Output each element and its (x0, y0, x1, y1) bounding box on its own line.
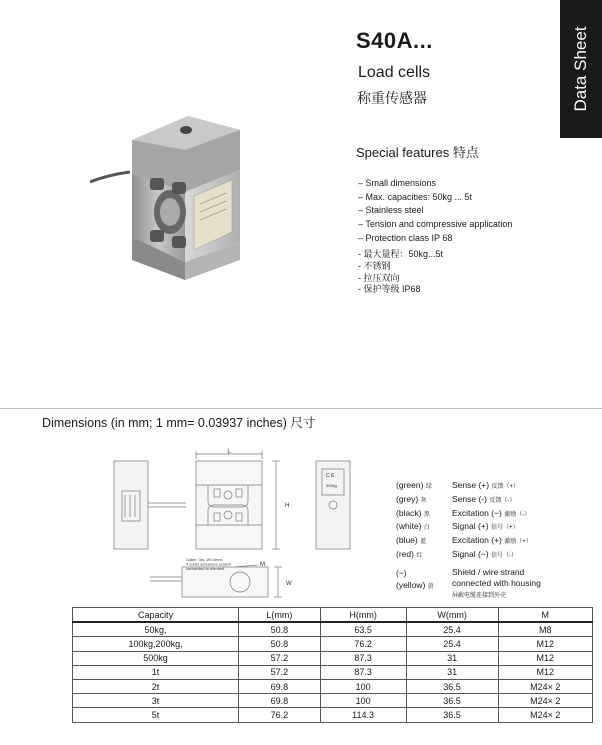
dimensions-title: Dimensions (in mm; 1 mm= 0.03937 inches) 尺寸 (42, 416, 316, 430)
feature-item: – Protection class IP 68 (358, 232, 453, 243)
feature-item: – Tension and compressive application (358, 219, 513, 230)
shield-color: (−) (yellow) 黄 (396, 567, 434, 590)
feature-item: – Max. capacities: 50kg ... 5t (358, 191, 473, 202)
shield-function: Shield / wire strand connected with housing 屏蔽电缆连接到外壳 (452, 566, 541, 599)
dim-label-w: W (286, 581, 292, 587)
table-cell: 50kg, (73, 622, 239, 637)
ce-mark: C E (326, 473, 335, 479)
col-header-h: H(mm) (320, 608, 406, 623)
table-row (73, 708, 593, 722)
data-sheet-label: Data Sheet (571, 26, 590, 112)
table-cell: 36.5 (406, 694, 498, 708)
table-row (73, 679, 593, 693)
table-cell: 100 (320, 679, 406, 693)
table-cell: M12 (498, 637, 592, 651)
table-cell: M8 (498, 622, 592, 637)
table-cell: M24× 2 (498, 708, 592, 722)
product-title: S40A... (356, 28, 433, 53)
wire-function: Excitation (+) 激励（+） (452, 535, 532, 546)
table-cell: 3t (73, 694, 239, 708)
load-cell-photo (90, 112, 260, 292)
feature-item-cn: - 不锈钢 (358, 260, 391, 271)
feature-item: – Small dimensions (358, 178, 437, 188)
col-header-l: L(mm) (239, 608, 320, 623)
dim-label-m: M (260, 562, 265, 568)
features-list-en (358, 177, 512, 246)
table-header-row (73, 608, 593, 623)
wire-function: Sense (+) 反馈（+） (452, 480, 519, 490)
col-header-w: W(mm) (406, 608, 498, 623)
wire-function: Signal (−) 信号（-） (452, 548, 517, 559)
table-cell: 63.5 (320, 622, 406, 637)
table-cell: 57.2 (239, 665, 320, 679)
product-subtitle-cn: 称重传感器 (357, 90, 427, 106)
table-cell: M12 (498, 665, 592, 679)
table-cell: 31 (406, 665, 498, 679)
table-cell: 87.3 (320, 651, 406, 665)
wire-color: (white) 白 (396, 521, 430, 532)
feature-item-cn: - 最大量程：50kg...5t (358, 249, 444, 259)
wire-color: (grey) 灰 (396, 493, 427, 504)
table-cell: M24× 2 (498, 694, 592, 708)
table-cell: 50.8 (239, 622, 320, 637)
product-subtitle-en: Load cells (358, 64, 431, 81)
wire-color: (red) 红 (396, 548, 423, 559)
features-list-cn (358, 249, 443, 296)
table-cell: 76.2 (239, 708, 320, 722)
wire-function: Sense (-) 反馈（-） (452, 493, 516, 504)
feature-item-cn: - 拉压双向 (358, 272, 400, 283)
feature-item-cn: - 保护等级 IP68 (358, 284, 421, 295)
dimension-table (72, 607, 593, 723)
table-row (73, 665, 593, 679)
table-cell: 57.2 (239, 651, 320, 665)
table-cell: 100kg,200kg, (73, 637, 239, 651)
table-row (73, 651, 593, 665)
table-row (73, 622, 593, 637)
table-cell: 100 (320, 694, 406, 708)
table-cell: 87.3 (320, 665, 406, 679)
wire-color: (green) 绿 (396, 480, 432, 490)
table-cell: 31 (406, 651, 498, 665)
table-cell: 69.8 (239, 679, 320, 693)
table-cell: 2t (73, 679, 239, 693)
cable-note (186, 557, 231, 571)
table-cell: 1t (73, 665, 239, 679)
col-header-m: M (498, 608, 592, 623)
cable-note-line: connected to element (186, 566, 225, 572)
table-cell: 25.4 (406, 622, 498, 637)
wire-function: Signal (+) 信号（+） (452, 521, 519, 532)
table-row (73, 637, 593, 651)
wire-color: (blue) 蓝 (396, 535, 427, 546)
dim-label-h: H (285, 503, 290, 509)
capacity-mark: 500kg (326, 483, 337, 488)
table-cell: 36.5 (406, 679, 498, 693)
cable-note-line: Cable: 3m, Ø4.4mm, (186, 557, 223, 562)
col-header-capacity: Capacity (73, 608, 239, 623)
feature-item: – Stainless steel (358, 205, 424, 216)
wire-function: Excitation (−) 激励（-） (452, 507, 531, 518)
table-row (73, 694, 593, 708)
table-cell: 69.8 (239, 694, 320, 708)
table-cell: M24× 2 (498, 679, 592, 693)
wire-color: (black) 黑 (396, 507, 430, 518)
features-title: Special features 特点 (356, 145, 479, 160)
table-cell: 50.8 (239, 637, 320, 651)
table-cell: M12 (498, 651, 592, 665)
section-divider (0, 408, 602, 409)
table-cell: 76.2 (320, 637, 406, 651)
dim-label-l: L (227, 449, 231, 455)
table-cell: 500kg (73, 651, 239, 665)
table-cell: 36.5 (406, 708, 498, 722)
dimension-drawing (110, 445, 360, 605)
data-sheet-tab (560, 0, 602, 138)
table-cell: 25.4 (406, 637, 498, 651)
cable-note-line: 4 cores screened, screen (186, 561, 231, 567)
table-cell: 5t (73, 708, 239, 722)
table-cell: 114.3 (320, 708, 406, 722)
